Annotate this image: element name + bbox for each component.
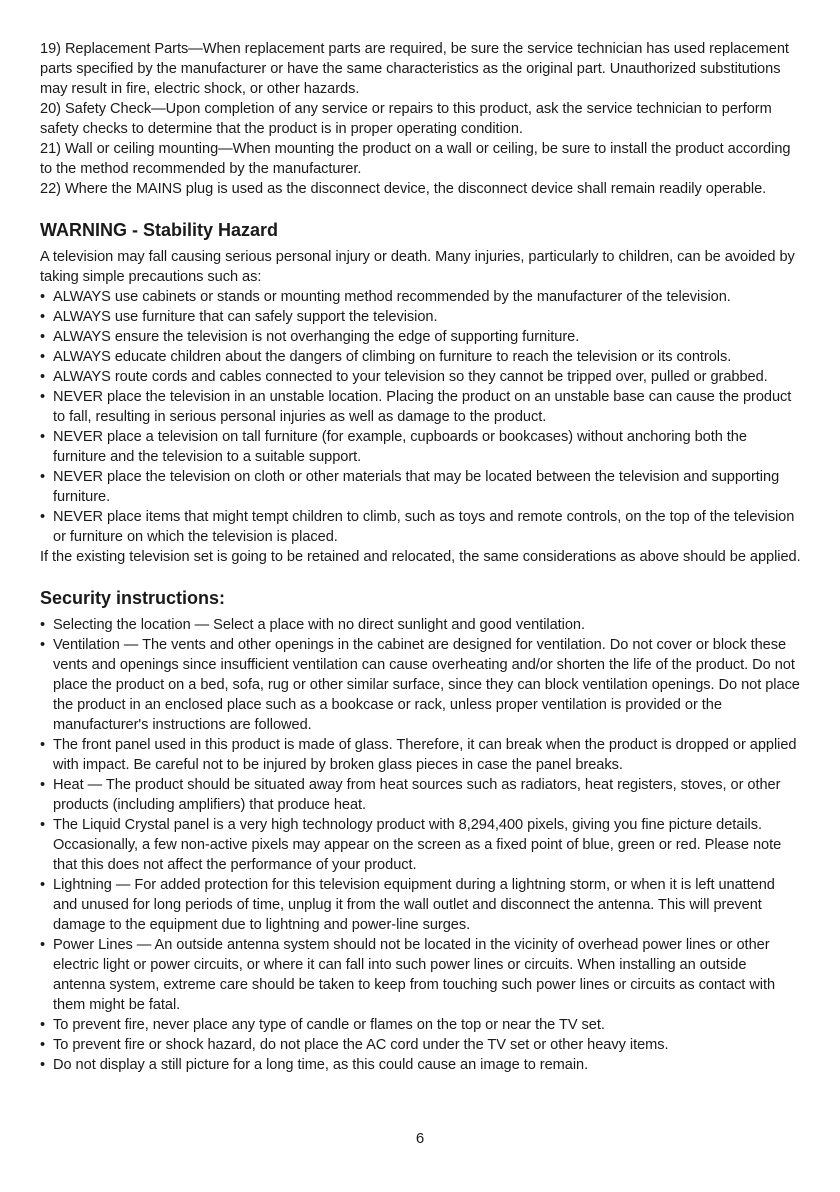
list-item: • Do not display a still picture for a long time, as this could cause an image to remain.	[40, 1057, 589, 1073]
warning-heading: WARNING - Stability Hazard	[40, 220, 279, 240]
warning-list	[40, 287, 802, 547]
bullet-icon: •	[40, 329, 46, 345]
list-item: • The Liquid Crystal panel is a very high technology product with 8,294,400 pixels, giving you fine picture details. Occasionally, a few non-active pixels may appear on the screen as a fixed point of blue, green or red. Please note that this does not affect the performance of your product.	[40, 817, 782, 873]
list-item: • Ventilation — The vents and other openings in the cabinet are designed for ventilation. Do not cover or block these vents and openings since insufficient ventilation can cause overheating and/or shorten the life of the product. Do not place the product on a bed, sofa, rug or other similar surface, since they can block ventilation openings. Do not place the product in an enclosed place such as a bookcase or rack, unless proper ventilation is provided or the manufacturer's instructions are followed.	[40, 637, 800, 733]
list-item: • The front panel used in this product is made of glass. Therefore, it can break when the product is dropped or applied with impact. Be careful not to be injured by broken glass pieces in case the panel breaks.	[40, 737, 797, 773]
bullet-icon: •	[40, 509, 46, 525]
bullet-icon: •	[40, 349, 46, 365]
bullet-icon: •	[40, 1037, 46, 1053]
list-item: • ALWAYS use furniture that can safely support the television.	[40, 309, 438, 325]
bullet-icon: •	[40, 617, 46, 633]
bullet-icon: •	[40, 429, 46, 445]
list-item: • ALWAYS use cabinets or stands or mounting method recommended by the manufacturer of the television.	[40, 289, 731, 305]
intro-item-20: 20) Safety Check—Upon completion of any service or repairs to this product, ask the service technician to perform safety checks to determine that the product is in proper operating condition.	[40, 101, 772, 137]
bullet-icon: •	[40, 469, 46, 485]
security-list	[40, 615, 802, 1075]
list-item: • ALWAYS educate children about the dangers of climbing on furniture to reach the television or its controls.	[40, 349, 732, 365]
list-item: • ALWAYS ensure the television is not overhanging the edge of supporting furniture.	[40, 329, 580, 345]
document-page	[40, 39, 802, 1075]
intro-item-21: 21) Wall or ceiling mounting—When mounting the product on a wall or ceiling, be sure to install the product according to the method recommended by the manufacturer.	[40, 141, 791, 177]
intro-item-22: 22) Where the MAINS plug is used as the disconnect device, the disconnect device shall remain readily operable.	[40, 181, 767, 197]
bullet-icon: •	[40, 877, 46, 893]
warning-intro: A television may fall causing serious personal injury or death. Many injuries, particularly to children, can be avoided by taking simple precautions such as:	[40, 249, 795, 285]
list-item: • To prevent fire or shock hazard, do not place the AC cord under the TV set or other heavy items.	[40, 1037, 669, 1053]
list-item: • NEVER place the television on cloth or other materials that may be located between the television and supporting furniture.	[40, 469, 780, 505]
bullet-icon: •	[40, 937, 46, 953]
list-item: • Lightning — For added protection for this television equipment during a lightning storm, or when it is left unattend and unused for long periods of time, unplug it from the wall outlet and disconnect the antenna. This will prevent damage to the equipment due to lightning and power-line surges.	[40, 877, 775, 933]
security-heading: Security instructions:	[40, 588, 226, 608]
bullet-icon: •	[40, 389, 46, 405]
bullet-icon: •	[40, 777, 46, 793]
list-item: • NEVER place items that might tempt children to climb, such as toys and remote controls, on the top of the television or furniture on which the television is placed.	[40, 509, 795, 545]
page-number: 6	[415, 1130, 425, 1147]
list-item: • ALWAYS route cords and cables connected to your television so they cannot be tripped over, pulled or grabbed.	[40, 369, 768, 385]
list-item: • Power Lines — An outside antenna system should not be located in the vicinity of overhead power lines or other electric light or power circuits, or where it can fall into such power lines or circuits. When installing an outside antenna system, extreme care should be taken to keep from touching such power lines or circuits as contact with them might be fatal.	[40, 937, 776, 1013]
list-item: • NEVER place a television on tall furniture (for example, cupboards or bookcases) without anchoring both the furniture and the television to a suitable support.	[40, 429, 747, 465]
bullet-icon: •	[40, 1017, 46, 1033]
bullet-icon: •	[40, 1057, 46, 1073]
bullet-icon: •	[40, 369, 46, 385]
list-item: • Heat — The product should be situated away from heat sources such as radiators, heat registers, stoves, or other products (including amplifiers) that produce heat.	[40, 777, 781, 813]
intro-item-19: 19) Replacement Parts—When replacement parts are required, be sure the service technician has used replacement parts specified by the manufacturer or have the same characteristics as the original part. Unauthorized substitutions may result in fire, electric shock, or other hazards.	[40, 41, 789, 97]
bullet-icon: •	[40, 817, 46, 833]
bullet-icon: •	[40, 289, 46, 305]
bullet-icon: •	[40, 637, 46, 653]
list-item: • To prevent fire, never place any type of candle or flames on the top or near the TV set.	[40, 1017, 605, 1033]
warning-outro: If the existing television set is going to be retained and relocated, the same considerations as above should be applied.	[40, 549, 801, 565]
list-item: • NEVER place the television in an unstable location. Placing the product on an unstable base can cause the product to fall, resulting in serious personal injuries as well as damage to the product.	[40, 389, 792, 425]
list-item: • Selecting the location — Select a place with no direct sunlight and good ventilation.	[40, 617, 586, 633]
bullet-icon: •	[40, 309, 46, 325]
bullet-icon: •	[40, 737, 46, 753]
